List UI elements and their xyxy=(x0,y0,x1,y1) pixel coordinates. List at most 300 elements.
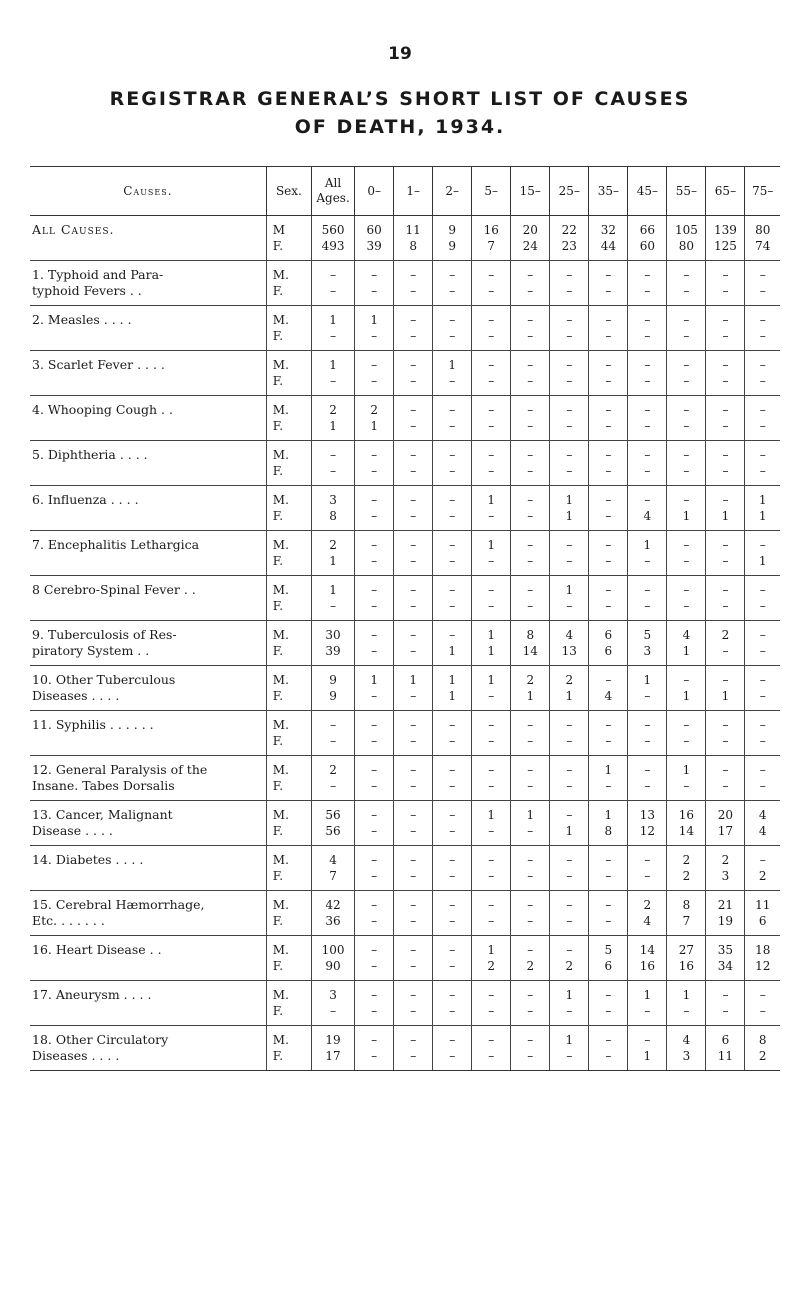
sex-cell: F. xyxy=(266,823,311,846)
age-group-cell: – xyxy=(472,283,511,306)
table-row xyxy=(30,261,780,284)
age-group-cell: – xyxy=(394,688,433,711)
age-group-cell: – xyxy=(706,441,745,464)
age-group-cell: – xyxy=(472,823,511,846)
age-group-cell: – xyxy=(394,778,433,801)
age-group-cell: – xyxy=(589,486,628,509)
age-group-cell: 3 xyxy=(628,643,667,666)
age-group-cell: – xyxy=(628,778,667,801)
age-group-cell: 2 xyxy=(706,846,745,869)
all-ages-cell: 56 xyxy=(312,801,355,824)
age-group-cell: – xyxy=(589,1048,628,1071)
age-group-cell: – xyxy=(394,351,433,374)
age-group-cell: – xyxy=(550,418,589,441)
age-group-cell: 17 xyxy=(706,823,745,846)
age-group-cell: 1 xyxy=(433,666,472,689)
age-group-cell: – xyxy=(628,261,667,284)
age-group-cell: 16 xyxy=(628,958,667,981)
age-group-cell: – xyxy=(745,981,780,1004)
age-group-cell: – xyxy=(550,553,589,576)
age-group-cell: – xyxy=(745,688,780,711)
age-group-cell: 60 xyxy=(628,238,667,261)
age-group-cell: – xyxy=(394,801,433,824)
cause-label xyxy=(30,238,266,261)
age-group-cell: – xyxy=(394,823,433,846)
sex-cell: F. xyxy=(266,1003,311,1026)
age-group-cell: – xyxy=(550,261,589,284)
age-group-cell: – xyxy=(706,666,745,689)
age-group-cell: – xyxy=(472,373,511,396)
sex-cell: M. xyxy=(266,531,311,554)
age-group-cell: 1 xyxy=(355,306,394,329)
age-group-cell: – xyxy=(628,463,667,486)
sex-cell: M. xyxy=(266,756,311,779)
age-group-cell: 4 xyxy=(589,688,628,711)
age-group-cell: – xyxy=(745,261,780,284)
age-group-cell: – xyxy=(433,913,472,936)
age-group-cell: – xyxy=(355,688,394,711)
age-group-cell: – xyxy=(472,463,511,486)
table-row xyxy=(30,531,780,554)
age-group-cell: – xyxy=(355,463,394,486)
age-group-cell: – xyxy=(394,463,433,486)
table-row xyxy=(30,328,780,351)
age-group-cell: – xyxy=(433,553,472,576)
age-group-cell: – xyxy=(745,598,780,621)
sex-cell: M. xyxy=(266,711,311,734)
age-group-cell: 4 xyxy=(667,1026,706,1049)
cause-label: 3. Scarlet Fever . . . . xyxy=(32,357,165,372)
age-group-cell: – xyxy=(589,441,628,464)
age-group-cell: – xyxy=(433,306,472,329)
age-group-cell: – xyxy=(745,373,780,396)
age-group-cell: – xyxy=(589,261,628,284)
age-group-cell: – xyxy=(394,958,433,981)
age-group-cell: – xyxy=(355,823,394,846)
age-group-cell: – xyxy=(472,981,511,1004)
header-causes: Causes. xyxy=(30,167,266,216)
age-group-cell: – xyxy=(511,733,550,756)
all-ages-cell: – xyxy=(312,463,355,486)
sex-cell: M. xyxy=(266,1026,311,1049)
age-group-cell: – xyxy=(433,756,472,779)
age-group-cell: 1 xyxy=(706,688,745,711)
age-group-cell: – xyxy=(433,1003,472,1026)
age-group-cell: – xyxy=(394,441,433,464)
age-group-cell: 16 xyxy=(667,801,706,824)
age-group-cell: – xyxy=(589,283,628,306)
age-group-cell: – xyxy=(394,756,433,779)
age-group-cell: – xyxy=(745,1003,780,1026)
cause-label xyxy=(30,328,266,351)
age-group-cell: – xyxy=(667,553,706,576)
cause-label: 12. General Paralysis of the xyxy=(32,762,208,777)
all-ages-cell: 42 xyxy=(312,891,355,914)
age-group-cell: – xyxy=(628,306,667,329)
age-group-cell: – xyxy=(745,711,780,734)
age-group-cell: – xyxy=(628,553,667,576)
all-ages-cell: 9 xyxy=(312,688,355,711)
cause-label xyxy=(30,868,266,891)
age-group-cell: – xyxy=(355,351,394,374)
header-age-0: 0– xyxy=(355,167,394,216)
cause-label xyxy=(30,733,266,756)
age-group-cell: – xyxy=(589,711,628,734)
age-group-cell: – xyxy=(589,418,628,441)
age-group-cell: – xyxy=(628,1026,667,1049)
age-group-cell: 2 xyxy=(628,891,667,914)
cause-label: 8 Cerebro-Spinal Fever . . xyxy=(32,582,196,597)
age-group-cell: – xyxy=(667,733,706,756)
age-group-cell: 13 xyxy=(628,801,667,824)
age-group-cell: – xyxy=(394,846,433,869)
age-group-cell: – xyxy=(628,328,667,351)
age-group-cell: – xyxy=(628,868,667,891)
age-group-cell: – xyxy=(511,1003,550,1026)
age-group-cell: 44 xyxy=(589,238,628,261)
table-row xyxy=(30,598,780,621)
sex-cell: F. xyxy=(266,463,311,486)
age-group-cell: 39 xyxy=(355,238,394,261)
age-group-cell: 1 xyxy=(745,553,780,576)
age-group-cell: – xyxy=(394,936,433,959)
age-group-cell: 5 xyxy=(628,621,667,644)
age-group-cell: – xyxy=(511,891,550,914)
age-group-cell: – xyxy=(550,396,589,419)
age-group-cell: – xyxy=(745,418,780,441)
age-group-cell: 1 xyxy=(589,756,628,779)
age-group-cell: – xyxy=(355,958,394,981)
age-group-cell: 14 xyxy=(667,823,706,846)
all-ages-cell: 39 xyxy=(312,643,355,666)
age-group-cell: – xyxy=(550,778,589,801)
age-group-cell: 1 xyxy=(667,688,706,711)
age-group-cell: – xyxy=(355,981,394,1004)
age-group-cell: – xyxy=(472,553,511,576)
table-row xyxy=(30,216,780,239)
all-ages-cell: 2 xyxy=(312,396,355,419)
all-ages-cell: 56 xyxy=(312,823,355,846)
age-group-cell: 8 xyxy=(667,891,706,914)
age-group-cell: 66 xyxy=(628,216,667,239)
sex-cell: F. xyxy=(266,328,311,351)
all-ages-cell: 30 xyxy=(312,621,355,644)
table-row xyxy=(30,756,780,779)
age-group-cell: 1 xyxy=(472,801,511,824)
cause-label: 1. Typhoid and Para- xyxy=(32,267,164,282)
age-group-cell: – xyxy=(706,328,745,351)
age-group-cell: 139 xyxy=(706,216,745,239)
age-group-cell: – xyxy=(511,328,550,351)
age-group-cell: – xyxy=(706,261,745,284)
age-group-cell: 12 xyxy=(628,823,667,846)
age-group-cell: 1 xyxy=(628,1048,667,1071)
cause-label xyxy=(30,508,266,531)
table-row xyxy=(30,711,780,734)
cause-label: typhoid Fevers . . xyxy=(30,283,266,306)
age-group-cell: – xyxy=(628,1003,667,1026)
header-age-5: 5– xyxy=(472,167,511,216)
age-group-cell: – xyxy=(394,283,433,306)
table-row xyxy=(30,823,780,846)
age-group-cell: – xyxy=(433,868,472,891)
age-group-cell: – xyxy=(667,1003,706,1026)
age-group-cell: 23 xyxy=(550,238,589,261)
age-group-cell: – xyxy=(511,823,550,846)
age-group-cell: – xyxy=(550,801,589,824)
age-group-cell: 2 xyxy=(745,1048,780,1071)
age-group-cell: 60 xyxy=(355,216,394,239)
age-group-cell: – xyxy=(667,486,706,509)
age-group-cell: 8 xyxy=(745,1026,780,1049)
age-group-cell: – xyxy=(394,486,433,509)
all-ages-cell: 2 xyxy=(312,756,355,779)
age-group-cell: – xyxy=(355,283,394,306)
age-group-cell: 16 xyxy=(667,958,706,981)
age-group-cell: – xyxy=(589,396,628,419)
cause-label xyxy=(30,418,266,441)
age-group-cell: – xyxy=(706,486,745,509)
age-group-cell: – xyxy=(355,531,394,554)
age-group-cell: – xyxy=(355,261,394,284)
age-group-cell: – xyxy=(745,396,780,419)
all-ages-cell: – xyxy=(312,1003,355,1026)
age-group-cell: – xyxy=(550,373,589,396)
age-group-cell: – xyxy=(745,441,780,464)
age-group-cell: – xyxy=(628,396,667,419)
age-group-cell: 1 xyxy=(472,643,511,666)
cause-label: Diseases . . . . xyxy=(30,688,266,711)
age-group-cell: – xyxy=(355,553,394,576)
age-group-cell: – xyxy=(433,801,472,824)
age-group-cell: – xyxy=(472,576,511,599)
age-group-cell: 32 xyxy=(589,216,628,239)
age-group-cell: – xyxy=(706,778,745,801)
age-group-cell: 12 xyxy=(745,958,780,981)
age-group-cell: – xyxy=(433,891,472,914)
sex-cell: F. xyxy=(266,508,311,531)
age-group-cell: – xyxy=(472,1048,511,1071)
table-row xyxy=(30,463,780,486)
all-ages-cell: 1 xyxy=(312,576,355,599)
sex-cell: M. xyxy=(266,846,311,869)
age-group-cell: – xyxy=(589,508,628,531)
age-group-cell: 13 xyxy=(550,643,589,666)
age-group-cell: 125 xyxy=(706,238,745,261)
age-group-cell: – xyxy=(550,351,589,374)
page-number: 19 xyxy=(388,44,412,64)
age-group-cell: – xyxy=(628,373,667,396)
age-group-cell: – xyxy=(472,1003,511,1026)
sex-cell: M. xyxy=(266,306,311,329)
age-group-cell: – xyxy=(745,778,780,801)
age-group-cell: – xyxy=(511,306,550,329)
age-group-cell: 1 xyxy=(550,1026,589,1049)
age-group-cell: – xyxy=(394,621,433,644)
header-age-1: 1– xyxy=(394,167,433,216)
sex-cell: F. xyxy=(266,688,311,711)
age-group-cell: – xyxy=(550,913,589,936)
age-group-cell: – xyxy=(589,913,628,936)
age-group-cell: – xyxy=(511,936,550,959)
age-group-cell: 1 xyxy=(472,531,511,554)
header-all-ages: All Ages. xyxy=(312,167,355,216)
age-group-cell: – xyxy=(589,598,628,621)
age-group-cell: 105 xyxy=(667,216,706,239)
age-group-cell: 1 xyxy=(472,621,511,644)
age-group-cell: – xyxy=(628,711,667,734)
age-group-cell: – xyxy=(433,1048,472,1071)
age-group-cell: – xyxy=(667,778,706,801)
age-group-cell: 1 xyxy=(589,801,628,824)
age-group-cell: – xyxy=(706,711,745,734)
table-row xyxy=(30,913,780,936)
age-group-cell: – xyxy=(706,576,745,599)
age-group-cell: – xyxy=(433,463,472,486)
age-group-cell: – xyxy=(706,981,745,1004)
age-group-cell: 1 xyxy=(472,666,511,689)
sex-cell: M. xyxy=(266,981,311,1004)
cause-label xyxy=(30,373,266,396)
age-group-cell: – xyxy=(394,261,433,284)
cause-label: 10. Other Tuberculous xyxy=(32,672,176,687)
age-group-cell: – xyxy=(472,261,511,284)
age-group-cell: – xyxy=(745,351,780,374)
age-group-cell: 1 xyxy=(472,486,511,509)
age-group-cell: 11 xyxy=(745,891,780,914)
age-group-cell: 1 xyxy=(628,531,667,554)
sex-cell: F. xyxy=(266,778,311,801)
age-group-cell: – xyxy=(433,1026,472,1049)
age-group-cell: – xyxy=(589,733,628,756)
page-subtitle: OF DEATH, 1934. xyxy=(294,116,506,138)
all-ages-cell: 4 xyxy=(312,846,355,869)
table-row xyxy=(30,868,780,891)
table-row xyxy=(30,643,780,666)
age-group-cell: – xyxy=(628,486,667,509)
age-group-cell: – xyxy=(433,373,472,396)
age-group-cell: – xyxy=(667,666,706,689)
age-group-cell: 7 xyxy=(472,238,511,261)
age-group-cell: – xyxy=(433,958,472,981)
header-age-15: 15– xyxy=(511,167,550,216)
age-group-cell: – xyxy=(589,373,628,396)
age-group-cell: – xyxy=(667,418,706,441)
sex-cell: F. xyxy=(266,868,311,891)
age-group-cell: 14 xyxy=(511,643,550,666)
age-group-cell: – xyxy=(433,576,472,599)
age-group-cell: – xyxy=(511,261,550,284)
age-group-cell: – xyxy=(355,733,394,756)
age-group-cell: 1 xyxy=(745,508,780,531)
age-group-cell: – xyxy=(589,1026,628,1049)
table-row xyxy=(30,1003,780,1026)
age-group-cell: – xyxy=(550,936,589,959)
all-ages-cell: 100 xyxy=(312,936,355,959)
all-ages-cell: 9 xyxy=(312,666,355,689)
age-group-cell: 80 xyxy=(745,216,780,239)
age-group-cell: – xyxy=(589,846,628,869)
age-group-cell: – xyxy=(472,891,511,914)
age-group-cell: – xyxy=(628,351,667,374)
table-header-row xyxy=(30,167,780,216)
sex-cell: M. xyxy=(266,801,311,824)
sex-cell: M xyxy=(266,216,311,239)
age-group-cell: – xyxy=(628,576,667,599)
cause-label xyxy=(30,553,266,576)
table-row xyxy=(30,283,780,306)
age-group-cell: – xyxy=(394,306,433,329)
age-group-cell: – xyxy=(667,598,706,621)
age-group-cell: 5 xyxy=(589,936,628,959)
age-group-cell: – xyxy=(667,531,706,554)
cause-label: 13. Cancer, Malignant xyxy=(32,807,173,822)
age-group-cell: – xyxy=(745,576,780,599)
age-group-cell: 14 xyxy=(628,936,667,959)
cause-label: Etc. . . . . . . xyxy=(30,913,266,936)
age-group-cell: – xyxy=(667,576,706,599)
sex-cell: F. xyxy=(266,913,311,936)
age-group-cell: – xyxy=(589,666,628,689)
age-group-cell: – xyxy=(706,283,745,306)
age-group-cell: 2 xyxy=(667,868,706,891)
cause-label: Diseases . . . . xyxy=(30,1048,266,1071)
sex-cell: M. xyxy=(266,891,311,914)
table-row xyxy=(30,621,780,644)
age-group-cell: – xyxy=(511,351,550,374)
age-group-cell: 1 xyxy=(667,981,706,1004)
all-ages-cell: 8 xyxy=(312,508,355,531)
age-group-cell: – xyxy=(550,441,589,464)
age-group-cell: 3 xyxy=(667,1048,706,1071)
age-group-cell: 1 xyxy=(355,666,394,689)
age-group-cell: – xyxy=(745,756,780,779)
age-group-cell: 11 xyxy=(706,1048,745,1071)
age-group-cell: – xyxy=(394,531,433,554)
age-group-cell: – xyxy=(745,643,780,666)
age-group-cell: – xyxy=(706,418,745,441)
age-group-cell: – xyxy=(394,418,433,441)
age-group-cell: – xyxy=(667,261,706,284)
age-group-cell: 7 xyxy=(667,913,706,936)
table-row xyxy=(30,396,780,419)
age-group-cell: – xyxy=(667,441,706,464)
age-group-cell: – xyxy=(667,351,706,374)
age-group-cell: – xyxy=(433,261,472,284)
age-group-cell: 1 xyxy=(706,508,745,531)
age-group-cell: – xyxy=(355,936,394,959)
age-group-cell: – xyxy=(394,733,433,756)
age-group-cell: 1 xyxy=(550,576,589,599)
sex-cell: F. xyxy=(266,733,311,756)
age-group-cell: – xyxy=(472,328,511,351)
age-group-cell: – xyxy=(745,306,780,329)
all-ages-cell: – xyxy=(312,778,355,801)
all-ages-cell: 3 xyxy=(312,486,355,509)
age-group-cell: 1 xyxy=(550,823,589,846)
age-group-cell: – xyxy=(589,531,628,554)
age-group-cell: – xyxy=(472,846,511,869)
cause-label: Disease . . . . xyxy=(30,823,266,846)
age-group-cell: – xyxy=(394,508,433,531)
age-group-cell: 22 xyxy=(550,216,589,239)
age-group-cell: – xyxy=(433,508,472,531)
age-group-cell: 1 xyxy=(628,666,667,689)
age-group-cell: – xyxy=(433,733,472,756)
sex-cell: M. xyxy=(266,486,311,509)
age-group-cell: – xyxy=(433,846,472,869)
age-group-cell: – xyxy=(706,531,745,554)
